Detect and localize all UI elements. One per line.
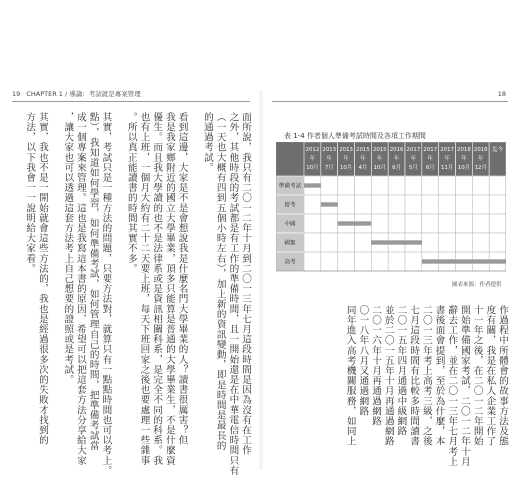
table-row-label: 國審 — [284, 240, 296, 247]
table-header-label: 年 — [360, 156, 366, 162]
table-grid-cell — [456, 214, 473, 233]
table-header-label: 年 — [444, 156, 450, 162]
table-grid-cell — [355, 195, 372, 214]
table-header-label: 年 — [427, 156, 433, 162]
table-header-label: 2016 — [389, 147, 404, 153]
text-column: 優生。而且我大學讀的也不是法律系或是資訊相關科系，是完全不同的科系。我 — [151, 112, 163, 466]
gantt-bar — [371, 240, 422, 244]
table-grid-cell — [489, 233, 506, 252]
table-header-label: 迄今 — [492, 147, 503, 153]
table-row-label: 高考 — [284, 259, 296, 266]
table-grid-cell — [456, 176, 473, 195]
text-column: 二〇一六年十月再通過網路 — [370, 305, 382, 427]
table-grid-cell — [439, 214, 456, 233]
gantt-bar — [321, 202, 338, 206]
table-grid-cell — [338, 233, 355, 252]
table-grid-cell — [405, 195, 422, 214]
text-column: 同年進入高考機關服務，如同上 — [344, 305, 356, 447]
table-header-label: 10月 — [306, 165, 319, 171]
text-column: 度有關，我是在私人企業工作了 — [484, 305, 496, 447]
text-column: 二〇一五年四月通過中級網路 — [395, 305, 407, 437]
table-grid-cell — [489, 195, 506, 214]
table-grid-cell — [472, 195, 489, 214]
table-grid-cell — [371, 176, 388, 195]
left-page-number: 19 — [12, 90, 21, 98]
table-grid-cell — [338, 252, 355, 271]
table-header-label: 年 — [309, 156, 316, 162]
right-page-number: 18 — [497, 90, 506, 98]
text-column: 其實，考試只是一種方法的問題，只要方法對，就算只有一點點時間也可以考上。 — [100, 112, 112, 476]
text-column: 面所說，我只有二〇一二年十月到二〇一三年七月這段時間是因為沒有在工作 — [240, 112, 252, 456]
text-column: 我是我家鄉附近的國立大學畢業，頂多只能算是普通的大學畢業生，不是什麼資 — [163, 112, 175, 466]
table-header-label: 2013 — [322, 147, 337, 153]
table-grid-cell — [371, 252, 388, 271]
text-column: 並於二〇一五年十月再通過網路 — [382, 305, 394, 447]
table-grid-cell — [422, 233, 439, 252]
table-grid-cell — [304, 252, 321, 271]
table-header-label: 2018 — [457, 147, 471, 153]
text-column: 作過程中所體會的故事方法及態 — [497, 305, 509, 447]
table-grid-cell — [422, 176, 439, 195]
table-header-label: 2013 — [339, 147, 353, 153]
table-header-label: 6月 — [425, 165, 435, 171]
table-header-label: 12月 — [474, 165, 487, 171]
table-header-label: 2017 — [440, 147, 454, 153]
text-column: ，讓大家也可以透過這套方法考上自己想要的證照或是考試。 — [62, 112, 74, 385]
text-column: 辭去工作，並在二〇一三年七月考上 — [446, 305, 458, 467]
text-column: 。所以真正能讀書的時間其實不多。 — [125, 112, 137, 274]
gantt-bar — [304, 183, 321, 187]
text-column: 〇一八年八月又通過網路 — [357, 305, 369, 417]
left-header-rule — [12, 101, 250, 102]
table-header-label: 11月 — [440, 165, 454, 171]
text-column: 之外，其他時段的考試都是有工作的準備時間，且一開始還是在中華電信時間只有 — [227, 112, 239, 476]
text-column: 其實，我也不是一開始就會這些方法的，我也是經過很多次的失敗才找到的 — [36, 112, 48, 446]
table-grid-cell — [304, 214, 321, 233]
table-header-label: 7月 — [324, 165, 334, 171]
table-header-label: 2017 — [406, 147, 421, 153]
table-grid-cell — [388, 195, 405, 214]
table-corner-cell — [276, 142, 304, 176]
right-header-rule — [272, 101, 508, 102]
text-column: 也有上班，一個月大約有二十二天要上班，每天下班回家之後也要處理一些雜事 — [138, 112, 150, 466]
table-header-label: 2012 — [305, 147, 320, 153]
table-grid-cell — [489, 176, 506, 195]
table-grid-cell — [321, 233, 338, 252]
table-grid-cell — [472, 233, 489, 252]
table-header-label: 年 — [461, 156, 467, 162]
table-header-label: 5月 — [409, 165, 418, 171]
table-header-label: 年 — [326, 156, 332, 162]
table-grid-cell — [456, 233, 473, 252]
table-grid-cell — [338, 176, 355, 195]
table-grid-cell — [355, 176, 372, 195]
table-grid-cell — [439, 233, 456, 252]
table-grid-cell — [489, 214, 506, 233]
table-grid-cell — [388, 176, 405, 195]
table-row-label: 準備考試 — [278, 183, 302, 190]
table-grid-cell — [321, 214, 338, 233]
table-grid-cell — [371, 195, 388, 214]
table-grid-cell — [422, 214, 439, 233]
table-grid-cell — [388, 214, 405, 233]
table-grid-cell — [405, 176, 422, 195]
source-note: 圖表來源：作者提供 — [452, 282, 502, 288]
text-column: 方法，以下我會一一說明給大家看。 — [24, 112, 36, 274]
text-column: （一天也大概有四到五個小時左右），加上新的資訊變動，即是時間是最長的 — [214, 112, 226, 451]
table-header-label: 4月 — [358, 165, 368, 171]
text-column: 十一年之後，在二〇一二年開始 — [471, 305, 483, 447]
book-gutter — [258, 90, 264, 470]
table-grid-cell — [439, 195, 456, 214]
table-header-label: 10月 — [373, 165, 386, 171]
table-header-label: 10月 — [457, 165, 471, 171]
text-column: 成一個專案來管理。這也是我寫這本書的原因，希望可以把這套方法分享給大家 — [74, 112, 86, 466]
table-grid-cell — [304, 195, 321, 214]
left-running-header — [12, 88, 141, 100]
table-header-label: 年 — [478, 156, 484, 162]
table-header-label: 10月 — [339, 165, 353, 171]
text-column: 二〇一三年考上高考三級，之後 — [420, 305, 432, 447]
table-grid-cell — [405, 252, 422, 271]
table-header-label: 2015 — [372, 147, 387, 153]
table-row-label: 中國 — [284, 221, 296, 228]
table-header-label: 年 — [377, 156, 383, 162]
table-grid-cell — [321, 252, 338, 271]
gantt-table — [276, 142, 506, 272]
table-grid-cell — [371, 214, 388, 233]
table-grid-cell — [304, 233, 321, 252]
table-grid-cell — [405, 214, 422, 233]
table-header-label: 2018 — [473, 147, 488, 153]
left-running-title: CHAPTER 1 / 導論：考試就是專案管理 — [26, 90, 141, 98]
table-grid-cell — [439, 176, 456, 195]
table-header-label: 6月 — [392, 165, 401, 171]
table-header-label: 2015 — [356, 147, 370, 153]
text-column: 的通過考試。 — [201, 112, 213, 173]
text-column: 書後面會提到，至於為什麼，本 — [433, 305, 445, 447]
text-column: 看到這邊，大家是不是會想說我是什麼名門大學畢業的人？讀書很厲害？但 — [176, 112, 188, 446]
table-grid-cell — [422, 195, 439, 214]
text-column: 七月這段時間有比較多時間讀書 — [408, 305, 420, 447]
table-title: 表 1-4 作者個人準備考試時間及各項工作期間 — [284, 132, 426, 140]
table-grid-cell — [472, 214, 489, 233]
table-grid-cell — [355, 252, 372, 271]
table-header-label: 年 — [393, 156, 400, 162]
table-grid-cell — [355, 233, 372, 252]
table-grid-cell — [388, 252, 405, 271]
text-column: 點），我知道如何學習，如何準備考試，如何管理自己的時間，把準備考試當 — [87, 112, 99, 451]
table-grid-cell — [456, 195, 473, 214]
table-grid-cell — [472, 176, 489, 195]
text-column: 開始準備國家考試，二〇一二年十月 — [458, 305, 470, 467]
gantt-bar — [422, 259, 506, 263]
table-grid-cell — [321, 176, 338, 195]
table-row-label: 留考 — [284, 202, 296, 209]
gantt-bar — [338, 221, 372, 225]
table-header-label: 2017 — [423, 147, 438, 153]
table-header-label: 年 — [410, 156, 417, 162]
table-header-label: 年 — [343, 156, 349, 162]
table-grid-cell — [338, 195, 355, 214]
